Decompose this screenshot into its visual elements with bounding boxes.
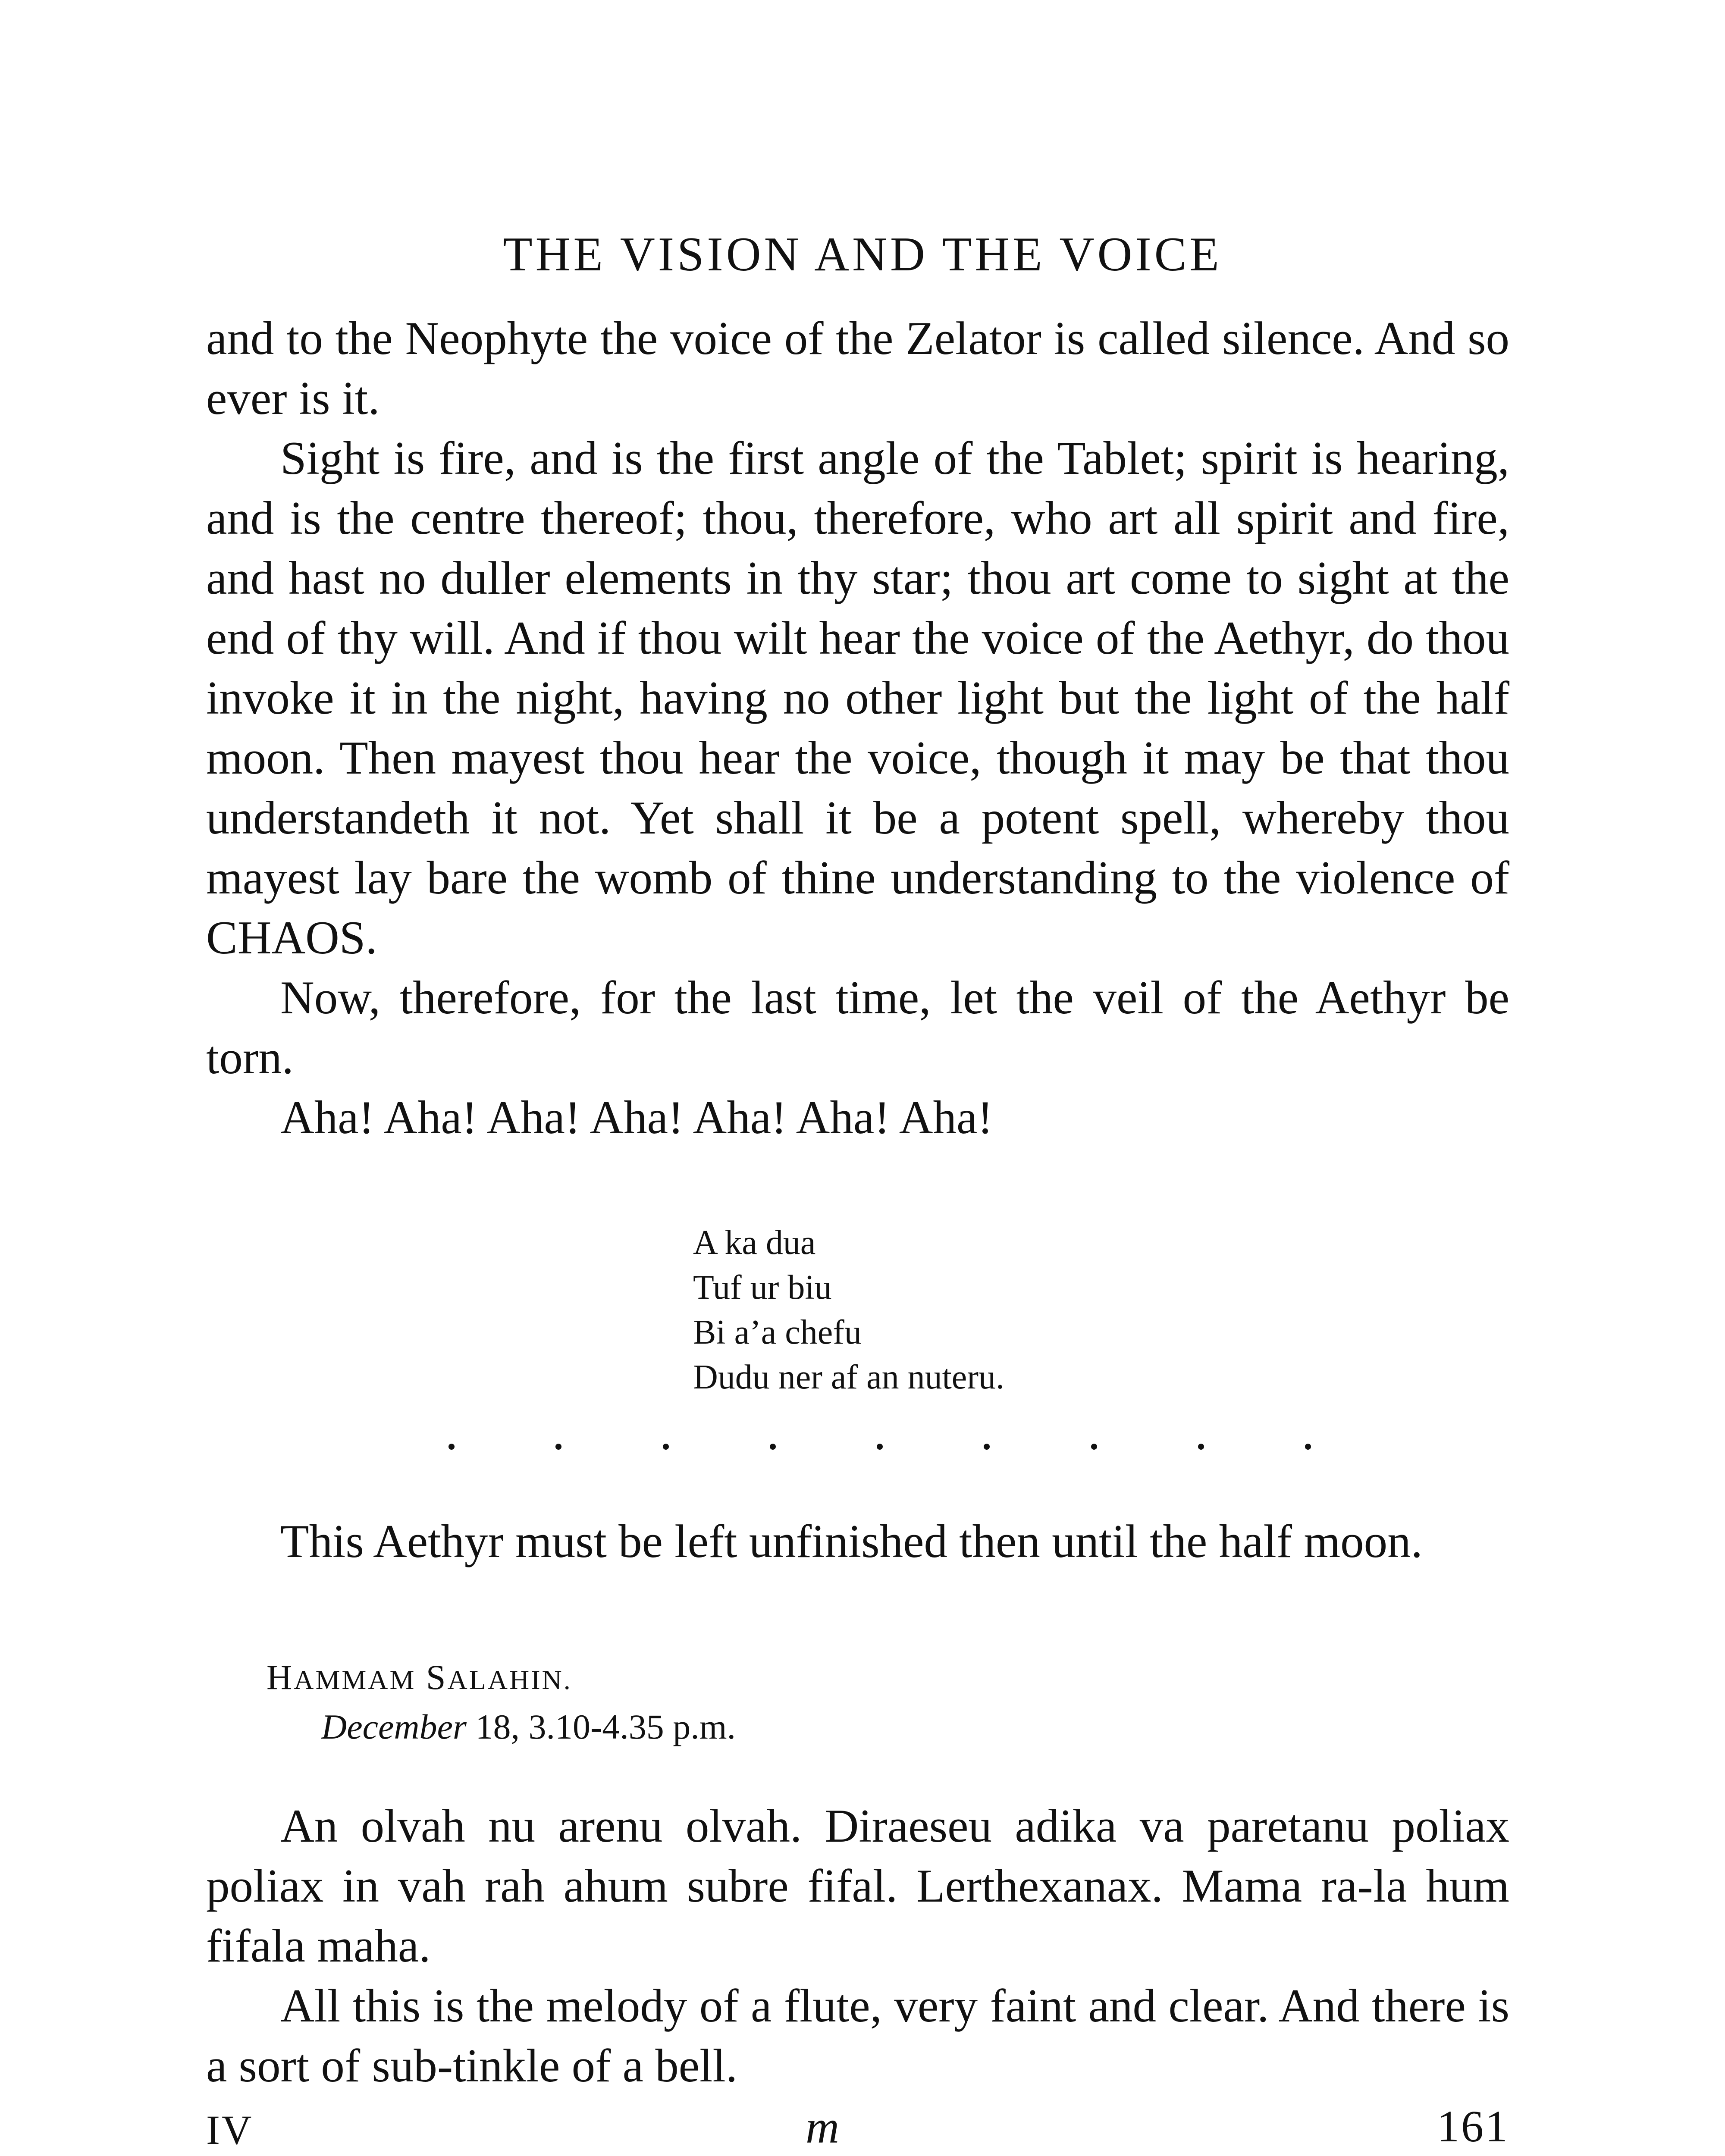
separator-dot	[1305, 1444, 1311, 1450]
verse-line-3: Bi a’a chefu	[693, 1313, 862, 1351]
separator-dot	[448, 1444, 455, 1450]
page-footer	[206, 2104, 1509, 2156]
paragraph-3: Now, therefore, for the last time, let the veil of the Aethyr be torn.	[206, 971, 1509, 1084]
paragraph-invocation: An olvah nu arenu olvah. Diraeseu adika va paretanu poliax poliax in vah rah ahum subre fifal. Lerthexanax. Mama ra-la hum fifala maha.	[206, 1800, 1509, 1972]
dateline	[321, 1705, 736, 1749]
verse-line-2: Tuf ur biu	[693, 1269, 832, 1307]
separator-dot	[1198, 1444, 1204, 1450]
text-block-top	[206, 308, 1509, 1147]
text-block-bottom	[206, 1796, 1509, 2096]
verse-block	[693, 1220, 1004, 1400]
separator-dot	[984, 1444, 990, 1450]
separator-dot	[877, 1444, 883, 1450]
verse-line-1: A ka dua	[693, 1224, 816, 1262]
text-block-unfinished	[206, 1511, 1509, 1571]
separator-dots	[448, 1431, 1311, 1457]
paragraph-2: Sight is fire, and is the first angle of the Tablet; spirit is hearing, and is the centre thereof; thou, therefore, who art all spirit and fire, and hast no duller elements in thy star; thou art come to sight at the end of thy will. And if thou wilt hear the voice of the Aethyr, do thou invoke it in the night, having no other light but the light of the half moon. Then mayest thou hear the voice, though it may be that thou understandeth it not. Yet shall it be a potent spell, whereby thou mayest lay bare the womb of thine understanding to the violence of CHAOS.	[206, 432, 1509, 964]
separator-dot	[770, 1444, 776, 1450]
verse-line-4: Dudu ner af an nuteru.	[693, 1358, 1004, 1396]
place-word2-initial: S	[426, 1658, 448, 1697]
dateline-rest: 18, 3.10-4.35 p.m.	[466, 1707, 736, 1746]
dateline-month: December	[321, 1707, 467, 1746]
place-word2-rest: ALAHIN.	[447, 1664, 572, 1695]
paragraph-1: and to the Neophyte the voice of the Zelator is called silence. And so ever is it.	[206, 312, 1509, 424]
paragraph-unfinished: This Aethyr must be left unfinished then until the half moon.	[280, 1515, 1423, 1567]
paragraph-melody: All this is the melody of a flute, very faint and clear. And there is a sort of sub-tinkle of a bell.	[206, 1980, 1509, 2092]
place-word1-initial: H	[267, 1658, 294, 1697]
place-word1-rest: AMMAM	[294, 1664, 416, 1695]
separator-dot	[555, 1444, 561, 1450]
separator-dot	[663, 1444, 669, 1450]
volume-mark: IV	[206, 2107, 254, 2153]
signature-mark: m	[806, 2102, 839, 2153]
place-heading	[267, 1656, 572, 1702]
page-number: 161	[1437, 2102, 1509, 2151]
running-head: THE VISION AND THE VOICE	[503, 228, 1222, 281]
paragraph-4: Aha! Aha! Aha! Aha! Aha! Aha! Aha!	[280, 1091, 993, 1144]
separator-dot	[1091, 1444, 1097, 1450]
